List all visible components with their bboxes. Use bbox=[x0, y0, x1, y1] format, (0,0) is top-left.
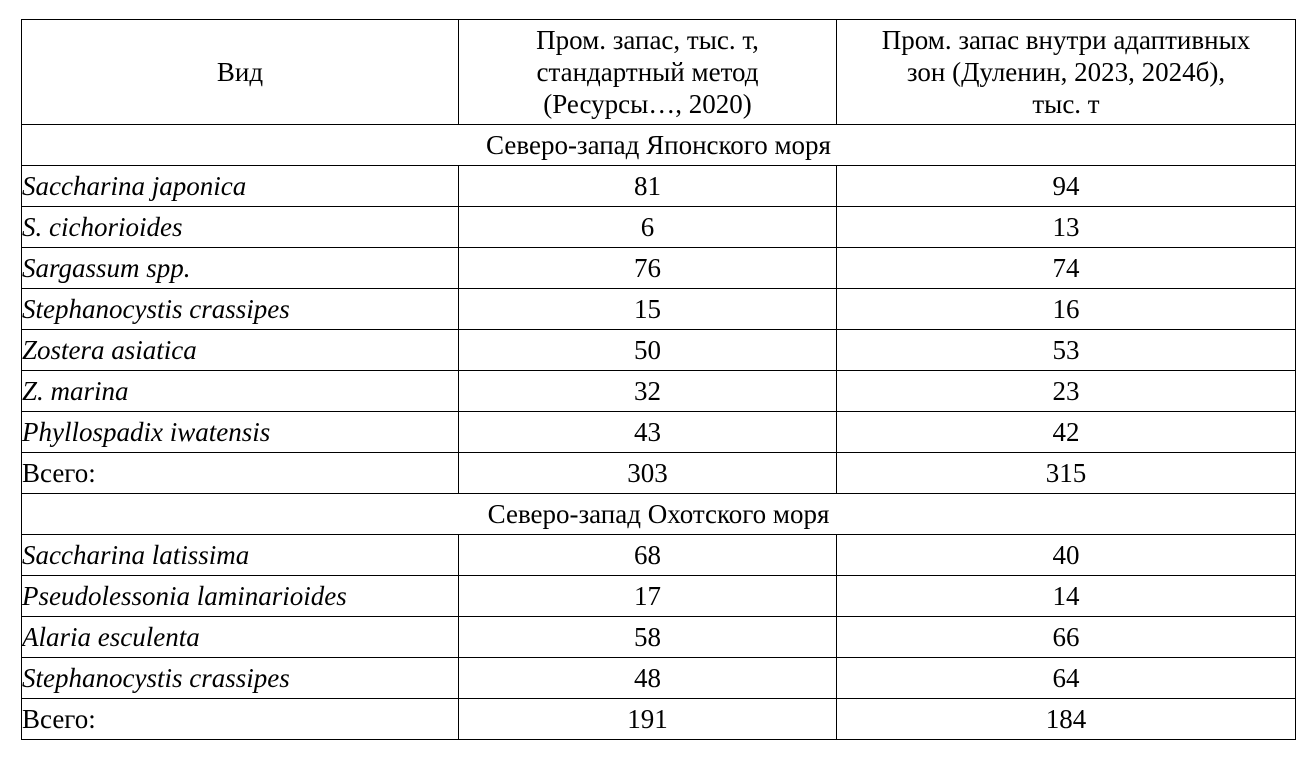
species-name: Zostera asiatica bbox=[22, 330, 459, 371]
species-name: S. cichorioides bbox=[22, 207, 459, 248]
table-row bbox=[22, 412, 1296, 453]
standard-value: 68 bbox=[459, 535, 837, 576]
total-adaptive-value: 315 bbox=[837, 453, 1296, 494]
section-row-okhotsk-sea bbox=[22, 494, 1296, 535]
total-standard-value: 303 bbox=[459, 453, 837, 494]
adaptive-value: 13 bbox=[837, 207, 1296, 248]
section-title: Северо-запад Охотского моря bbox=[22, 494, 1296, 535]
adaptive-value: 14 bbox=[837, 576, 1296, 617]
table-row bbox=[22, 248, 1296, 289]
total-row bbox=[22, 699, 1296, 740]
adaptive-value: 42 bbox=[837, 412, 1296, 453]
total-label: Всего: bbox=[22, 699, 459, 740]
species-name: Stephanocystis crassipes bbox=[22, 289, 459, 330]
adaptive-value: 23 bbox=[837, 371, 1296, 412]
standard-value: 58 bbox=[459, 617, 837, 658]
header-species-label: Вид bbox=[216, 57, 264, 87]
standard-value: 81 bbox=[459, 166, 837, 207]
stock-comparison-table bbox=[21, 19, 1296, 740]
table-row bbox=[22, 617, 1296, 658]
species-name: Phyllospadix iwatensis bbox=[22, 412, 459, 453]
table-row bbox=[22, 207, 1296, 248]
table-row bbox=[22, 289, 1296, 330]
adaptive-value: 64 bbox=[837, 658, 1296, 699]
adaptive-value: 66 bbox=[837, 617, 1296, 658]
species-name: Pseudolessonia laminarioides bbox=[22, 576, 459, 617]
species-name: Z. marina bbox=[22, 371, 459, 412]
adaptive-value: 74 bbox=[837, 248, 1296, 289]
header-species bbox=[22, 20, 459, 125]
header-adaptive-zones bbox=[837, 20, 1296, 125]
header-standard-line-3: (Ресурсы…, 2020) bbox=[543, 89, 752, 119]
table-header-row bbox=[22, 20, 1296, 125]
header-adaptive-line-3: тыс. т bbox=[1032, 89, 1100, 119]
standard-value: 15 bbox=[459, 289, 837, 330]
total-adaptive-value: 184 bbox=[837, 699, 1296, 740]
section-row-japan-sea bbox=[22, 125, 1296, 166]
adaptive-value: 40 bbox=[837, 535, 1296, 576]
header-adaptive-line-1: Пром. запас внутри адаптивных bbox=[881, 25, 1251, 55]
total-label: Всего: bbox=[22, 453, 459, 494]
table-row bbox=[22, 576, 1296, 617]
species-name: Sargassum spp. bbox=[22, 248, 459, 289]
species-name: Stephanocystis crassipes bbox=[22, 658, 459, 699]
table-row bbox=[22, 330, 1296, 371]
species-name: Saccharina japonica bbox=[22, 166, 459, 207]
adaptive-value: 16 bbox=[837, 289, 1296, 330]
section-title: Северо-запад Японского моря bbox=[22, 125, 1296, 166]
standard-value: 48 bbox=[459, 658, 837, 699]
standard-value: 43 bbox=[459, 412, 837, 453]
species-name: Saccharina latissima bbox=[22, 535, 459, 576]
standard-value: 32 bbox=[459, 371, 837, 412]
header-adaptive-line-2: зон (Дуленин, 2023, 2024б), bbox=[906, 57, 1226, 87]
total-standard-value: 191 bbox=[459, 699, 837, 740]
adaptive-value: 94 bbox=[837, 166, 1296, 207]
total-row bbox=[22, 453, 1296, 494]
header-standard-line-1: Пром. запас, тыс. т, bbox=[536, 25, 759, 55]
header-standard-method bbox=[459, 20, 837, 125]
standard-value: 17 bbox=[459, 576, 837, 617]
species-name: Alaria esculenta bbox=[22, 617, 459, 658]
table-row bbox=[22, 166, 1296, 207]
table-row bbox=[22, 658, 1296, 699]
standard-value: 76 bbox=[459, 248, 837, 289]
standard-value: 6 bbox=[459, 207, 837, 248]
table-row bbox=[22, 535, 1296, 576]
standard-value: 50 bbox=[459, 330, 837, 371]
adaptive-value: 53 bbox=[837, 330, 1296, 371]
table-row bbox=[22, 371, 1296, 412]
header-standard-line-2: стандартный метод bbox=[536, 57, 759, 87]
